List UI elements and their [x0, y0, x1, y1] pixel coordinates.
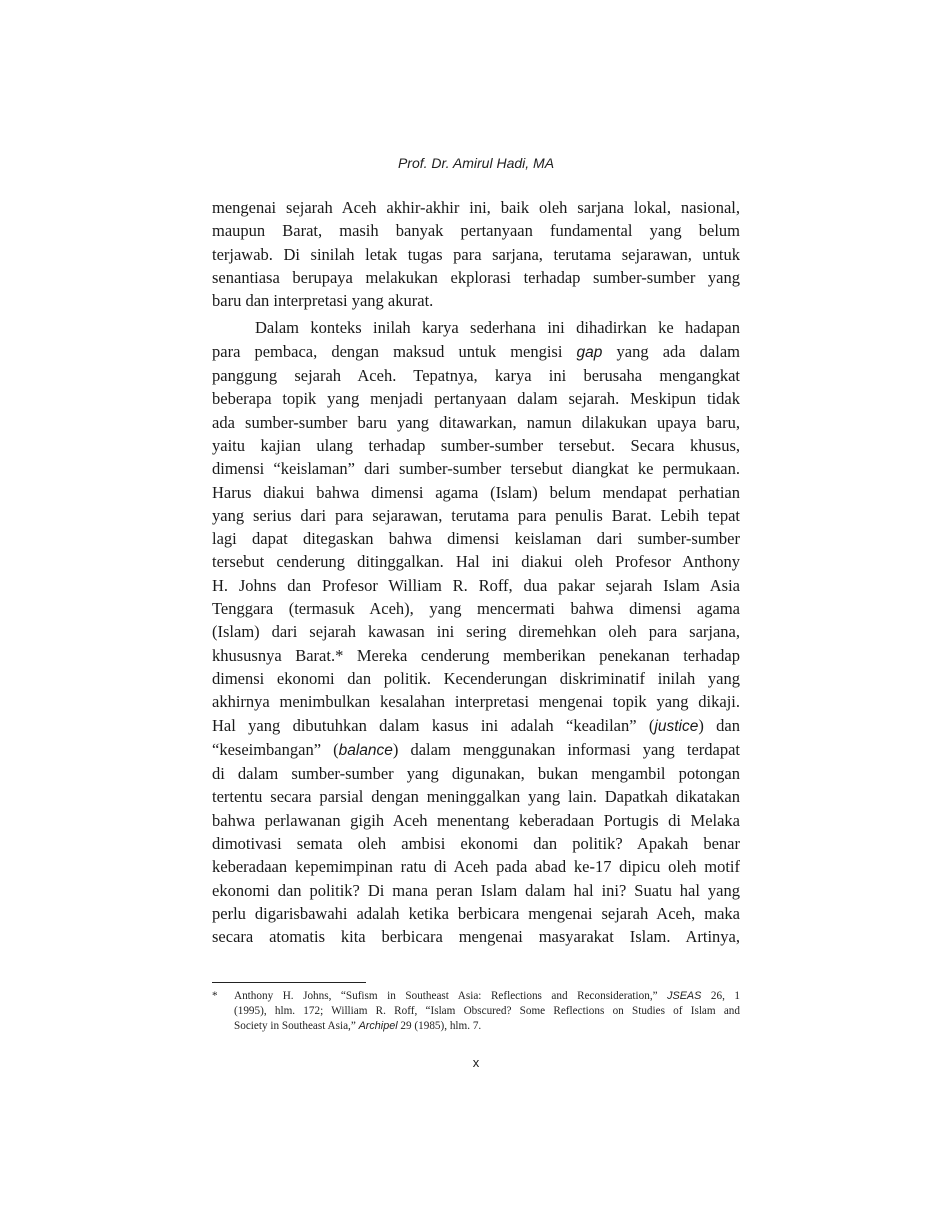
italic-term: balance: [338, 741, 393, 759]
text-segment: yang ada dalam: [602, 341, 740, 361]
text-line: dimensi “keislaman” dari sumber-sumber tersebut diangkat ke permukaan.: [212, 459, 740, 479]
text-line: tertentu secara parsial dengan meninggalkan yang lain. Dapatkah dikatakan: [212, 787, 740, 807]
text-line: tersebut cenderung ditinggalkan. Hal ini diakui oleh Profesor Anthony: [212, 552, 740, 572]
italic-term: justice: [654, 717, 699, 735]
text-line: Tenggara (termasuk Aceh), yang mencermati bahwa dimensi agama: [212, 599, 740, 619]
footnote-mark: *: [212, 990, 218, 1002]
text-line: akhirnya menimbulkan kesalahan interpretasi mengenai topik yang dikaji.: [212, 692, 740, 712]
text-line: H. Johns dan Profesor William R. Roff, dua pakar sejarah Islam Asia: [212, 575, 740, 595]
paragraph-2: [212, 316, 740, 948]
text-line: senantiasa berupaya melakukan ekplorasi terhadap sumber-sumber yang: [212, 267, 740, 287]
text-segment: ) dalam menggunakan informasi yang terdapat: [392, 739, 740, 759]
text-line: [212, 340, 740, 364]
paragraph-1: [212, 196, 740, 312]
footnote-line: [234, 1019, 740, 1034]
text-line: secara atomatis kita berbicara mengenai masyarakat Islam. Artinya,: [212, 927, 740, 947]
footnote: [212, 989, 740, 1034]
text-line: bahwa perlawanan gigih Aceh menentang keberadaan Portugis di Melaka: [212, 810, 740, 830]
text-line: yang serius dari para sejarawan, terutama para penulis Barat. Lebih tepat: [212, 505, 740, 525]
text-line: keberadaan kepemimpinan ratu di Aceh pada abad ke-17 dipicu oleh motif: [212, 857, 740, 877]
text-line: [212, 714, 740, 738]
page-number: x: [472, 1055, 480, 1070]
footnote-divider: [212, 982, 366, 983]
text-line: dimensi ekonomi dan politik. Kecenderungan diskriminatif inilah yang: [212, 668, 740, 688]
text-line: maupun Barat, masih banyak pertanyaan fundamental yang belum: [212, 221, 740, 241]
italic-term: Archipel: [358, 1020, 398, 1032]
text-segment: 29 (1985), hlm. 7.: [397, 1020, 482, 1032]
text-segment: ) dan: [698, 715, 740, 735]
text-line: panggung sejarah Aceh. Tepatnya, karya ini berusaha mengangkat: [212, 366, 740, 386]
text-line: khususnya Barat.* Mereka cenderung memberikan penekanan terhadap: [212, 645, 740, 665]
text-line: Harus diakui bahwa dimensi agama (Islam) belum mendapat perhatian: [212, 482, 740, 502]
text-line: ekonomi dan politik? Di mana peran Islam dalam hal ini? Suatu hal yang: [212, 880, 740, 900]
italic-term: JSEAS: [667, 990, 702, 1002]
italic-term: gap: [576, 343, 603, 361]
text-segment: para pembaca, dengan maksud untuk mengisi: [212, 341, 577, 361]
text-line: Dalam konteks inilah karya sederhana ini dihadirkan ke hadapan: [255, 318, 740, 338]
text-line: (Islam) dari sejarah kawasan ini sering diremehkan oleh para sarjana,: [212, 622, 740, 642]
footnote-body: [234, 989, 740, 1034]
text-segment: Anthony H. Johns, “Sufism in Southeast Asia: Reflections and Reconsideration,”: [234, 990, 668, 1002]
text-line: yaitu kajian ulang terhadap sumber-sumber tersebut. Secara khusus,: [212, 435, 740, 455]
text-line: terjawab. Di sinilah letak tugas para sarjana, terutama sejarawan, untuk: [212, 244, 740, 264]
text-segment: “keseimbangan” (: [212, 739, 339, 759]
text-segment: Society in Southeast Asia,”: [234, 1020, 359, 1032]
text-line: di dalam sumber-sumber yang digunakan, bukan mengambil potongan: [212, 764, 740, 784]
footnote-line: (1995), hlm. 172; William R. Roff, “Islam Obscured? Some Reflections on Studies of Islam and: [234, 1005, 740, 1017]
text-segment: Hal yang dibutuhkan dalam kasus ini adalah “keadilan” (: [212, 715, 655, 735]
text-line: beberapa topik yang menjadi pertanyaan dalam sejarah. Meskipun tidak: [212, 389, 740, 409]
text-line: [212, 738, 740, 762]
text-line: baru dan interpretasi yang akurat.: [212, 291, 434, 311]
text-line: ada sumber-sumber baru yang ditawarkan, namun dilakukan upaya baru,: [212, 412, 740, 432]
footnote-line: [234, 989, 740, 1004]
text-line: lagi dapat ditegaskan bahwa dimensi keislaman dari sumber-sumber: [212, 529, 740, 549]
text-line: dimotivasi semata oleh ambisi ekonomi dan politik? Apakah benar: [212, 834, 740, 854]
running-head: Prof. Dr. Amirul Hadi, MA: [397, 155, 555, 171]
text-line: perlu digarisbawahi adalah ketika berbicara mengenai sejarah Aceh, maka: [212, 903, 740, 923]
body-text: [212, 196, 740, 953]
text-segment: 26, 1: [701, 990, 740, 1002]
text-line: mengenai sejarah Aceh akhir-akhir ini, baik oleh sarjana lokal, nasional,: [212, 198, 740, 217]
